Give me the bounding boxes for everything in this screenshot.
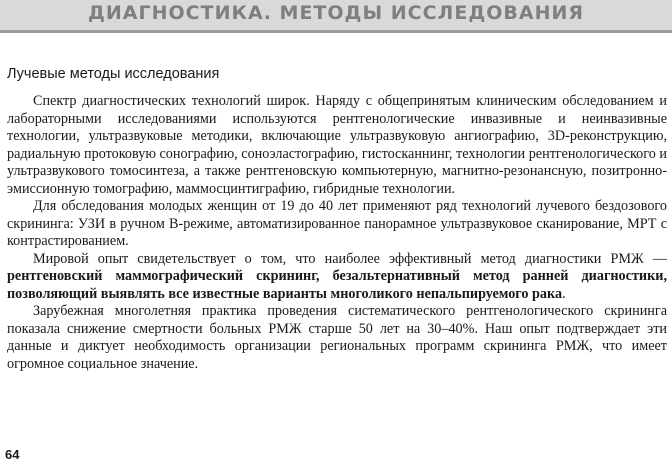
body-text <box>7 93 667 373</box>
paragraph-4: Зарубежная многолетняя практика проведения систематического рентгенологического скрининга показала снижение смертности больных РМЖ старше 50 лет на 30–40%. Наш опыт подтверждает эти данные и диктует необходимость организации региональных программ скрининга РМЖ, что имеет огромное социальное значение. <box>7 303 667 372</box>
header-band <box>0 0 672 33</box>
section-heading: Лучевые методы исследования <box>7 66 220 82</box>
paragraph-2: Для обследования молодых женщин от 19 до 40 лет применяют ряд технологий лучевого бездозового скрининга: УЗИ в ручном В-режиме, автоматизированное панорамное ультразвуковое сканирование, МРТ с контрастированием. <box>7 198 667 249</box>
paragraph-1: Спектр диагностических технологий широк. Наряду с общепринятым клиническим обследованием и лабораторными исследованиями используются рентгенологические инвазивные и неинвазивные технологии, ультразвуковые методики, включающие ультразвуковую ангиографию, 3D-реконструкцию, радиальную протоковую сонографию, соноэластографию, гистосканнинг, технологии рентгенологического и ультразвукового томосинтеза, а также рентгеновскую компьютерную, магнитно-резонансную, позитронно-эмиссионную томографию, маммосцинтиграфию, гибридные технологии. <box>7 93 667 197</box>
paragraph-3-lead: Мировой опыт свидетельствует о том, что наиболее эффективный метод диагностики РМЖ — <box>33 250 667 267</box>
chapter-title: ДИАГНОСТИКА. МЕТОДЫ ИССЛЕДОВАНИЯ <box>87 2 585 24</box>
page-number: 64 <box>5 447 20 462</box>
paragraph-3-emphasis: рентгеновский маммографический скрининг, безальтернативный метод ранней диагностики, позволяющий выявлять все известные варианты многоликого непальпируемого рака <box>7 268 667 302</box>
paragraph-3-tail: . <box>562 285 566 302</box>
paragraph-3 <box>7 251 667 304</box>
